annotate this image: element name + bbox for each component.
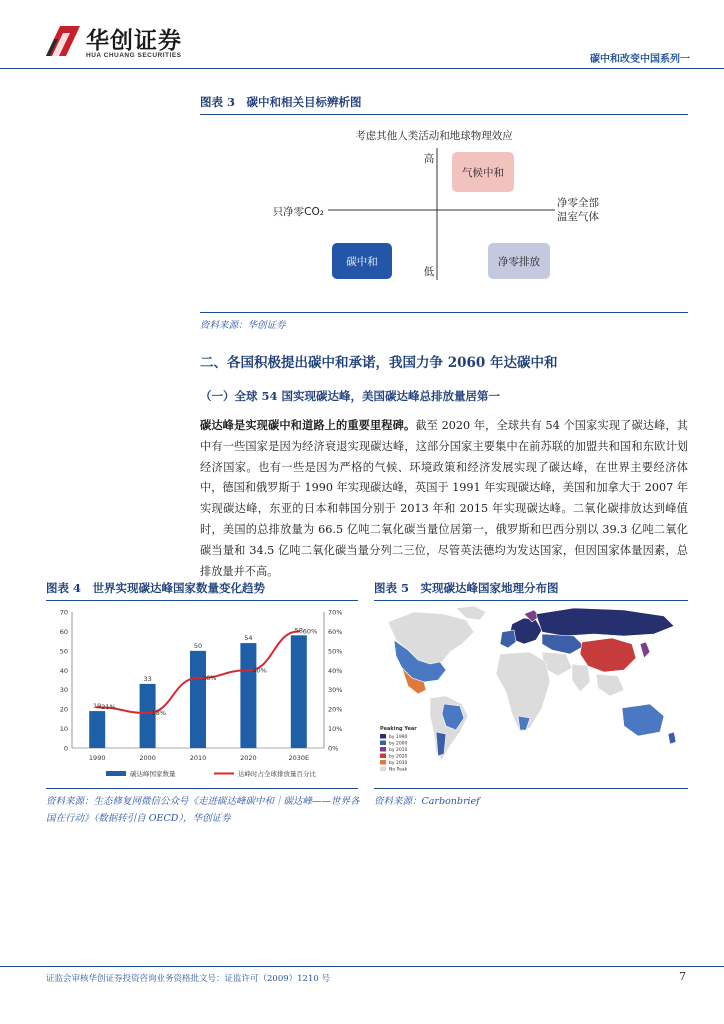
box-net-zero-label: 净零排放 [498, 256, 540, 268]
brand-name: 华创证券 [86, 28, 182, 54]
footer-license: 证监会审核华创证券投资咨询业务资格批文号：证监许可（2009）1210 号 [46, 974, 330, 984]
left-y-tick-label: 0 [63, 744, 68, 753]
right-y-tick-label: 0% [328, 744, 339, 753]
figure3-quadrant-diagram [240, 122, 620, 292]
legend-bar-label: 碳达峰国家数量 [130, 770, 176, 778]
figure5-title: 图表 5 实现碳达峰国家地理分布图 [374, 581, 559, 595]
map-legend-label: No Peak [389, 767, 408, 773]
x-tick-label: 2000 [139, 754, 156, 762]
figure3-bottom-rule [200, 312, 688, 313]
map-legend-swatch [380, 747, 386, 752]
map-legend-swatch [380, 754, 386, 759]
left-y-tick-label: 10 [59, 725, 68, 734]
x-tick-label: 2010 [189, 754, 207, 762]
line-value-label: 21% [101, 703, 116, 712]
box-climate-neutral-label: 气候中和 [462, 167, 504, 179]
paragraph-lead: 碳达峰是实现碳中和道路上的重要里程碑。 [200, 418, 416, 432]
map-legend-swatch [380, 734, 386, 739]
page-number: 7 [679, 970, 686, 983]
right-y-tick-label: 10% [328, 725, 343, 734]
brand-name-en: HUA CHUANG SECURITIES [86, 52, 182, 59]
paragraph-text: 截至 2020 年，全球共有 54 个国家实现了碳达峰，其中有一些国家是因为经济衰退实现碳达峰，这部分国家主要集中在前苏联的加盟共和国和东欧计划经济国家。也有一些是因为严格的气候、环境政策和经济发展实现了碳达峰，在世界主要经济体中，德国和俄罗斯于 1990 年实现碳达峰，英国于 1991 年实现碳达峰，美国和加拿大于 2007 年实现碳达峰，东亚的日本和韩国分别于 2013 年和 2015 年实现碳达峰。二氧化碳排放达到峰值时，美国的总排放量为 66.5 亿吨二氧化碳当量位居第一，俄罗斯和巴西分别以 39.3 亿吨二氧化碳当量和 34.5 亿吨二氧化碳当量分列二三位，尽管英法德均为发达国家，但因国家体量因素，总排放量并不高。 [200, 419, 688, 578]
figure3-source: 资料来源：华创证券 [200, 320, 286, 331]
left-y-tick-label: 30 [59, 686, 68, 695]
right-y-tick-label: 70% [328, 608, 343, 617]
figure5-top-rule [374, 600, 688, 601]
header-divider [0, 68, 724, 69]
left-y-tick-label: 60 [59, 627, 68, 636]
left-y-tick-label: 20 [59, 705, 68, 714]
right-y-tick-label: 40% [328, 666, 343, 675]
line-point [146, 712, 148, 714]
figure3-top-rule [200, 114, 688, 115]
x-tick-label: 2020 [240, 754, 257, 762]
line-value-label: 60% [302, 627, 318, 636]
map-legend-swatch [380, 767, 386, 772]
body-paragraph [200, 415, 688, 582]
bar-value-label: 50 [193, 641, 203, 650]
line-point [247, 669, 249, 671]
left-y-tick-label: 40 [59, 666, 68, 675]
figure4-top-rule [46, 600, 358, 601]
figure4-bottom-rule [46, 788, 358, 789]
axis-high-label: 高 [423, 153, 435, 165]
map-legend-label: by 2000 [389, 741, 408, 747]
line-value-label: 36% [202, 674, 217, 683]
right-y-tick-label: 30% [328, 686, 343, 695]
chart-bar [190, 651, 206, 748]
bar-value-label: 19 [93, 702, 102, 711]
axis-top-label: 考虑其他人类活动和地球物理效应 [355, 130, 513, 142]
legend-bar-swatch [106, 771, 126, 776]
figure4-source: 资料来源：生态修复网微信公众号《走进碳达峰碳中和｜碳达峰——世界各国在行动》（数据转引自 OECD），华创证券 [46, 796, 360, 824]
legend-line-label: 达峰时占全球排放量百分比 [238, 770, 316, 778]
chart-bar [291, 635, 307, 748]
figure3-title: 图表 3 碳中和相关目标辨析图 [200, 95, 362, 109]
section-heading: 二、各国积极提出碳中和承诺，我国力争 2060 年达碳中和 [200, 355, 558, 371]
figure5-bottom-rule [374, 788, 688, 789]
left-y-tick-label: 50 [59, 647, 68, 656]
line-value-label: 18% [151, 709, 167, 718]
map-legend-swatch [380, 760, 386, 765]
figure4-chart [46, 604, 360, 784]
axis-right-label-line2: 温室气体 [557, 211, 599, 223]
bar-value-label: 33 [143, 674, 152, 683]
series-title: 碳中和改变中国系列一 [590, 54, 690, 65]
map-legend-title: Peaking Year [380, 726, 417, 732]
bar-value-label: 54 [244, 634, 253, 643]
box-carbon-neutral-label: 碳中和 [346, 256, 378, 268]
axis-low-label: 低 [423, 266, 435, 278]
axis-right-label-line1: 净零全部 [557, 197, 599, 209]
right-y-tick-label: 50% [328, 647, 343, 656]
map-legend-swatch [380, 741, 386, 746]
x-tick-label: 2030E [288, 754, 310, 762]
footer-divider [0, 966, 724, 967]
line-value-label: 40% [252, 666, 267, 675]
right-y-tick-label: 20% [328, 705, 343, 714]
map-legend-label: by 2030 [389, 761, 408, 767]
figure4-title: 图表 4 世界实现碳达峰国家数量变化趋势 [46, 581, 266, 595]
right-y-tick-label: 60% [328, 627, 343, 636]
x-tick-label: 1990 [88, 754, 106, 762]
brand-logo-icon [46, 26, 80, 56]
chart-bar [240, 643, 256, 748]
map-legend-label: by 1990 [389, 735, 408, 741]
chart-bar [89, 711, 105, 748]
figure5-source: 资料来源：Carbonbrief [374, 796, 480, 807]
line-point [197, 677, 199, 679]
left-y-tick-label: 70 [59, 608, 68, 617]
figure5-world-map [374, 604, 688, 784]
map-legend-label: by 2010 [389, 748, 408, 754]
subsection-heading: （一）全球 54 国实现碳达峰，美国碳达峰总排放量居第一 [200, 389, 501, 403]
axis-left-label: 只净零CO₂ [272, 206, 324, 218]
bar-value-label: 58 [294, 626, 303, 635]
map-legend-label: by 2020 [389, 754, 408, 760]
